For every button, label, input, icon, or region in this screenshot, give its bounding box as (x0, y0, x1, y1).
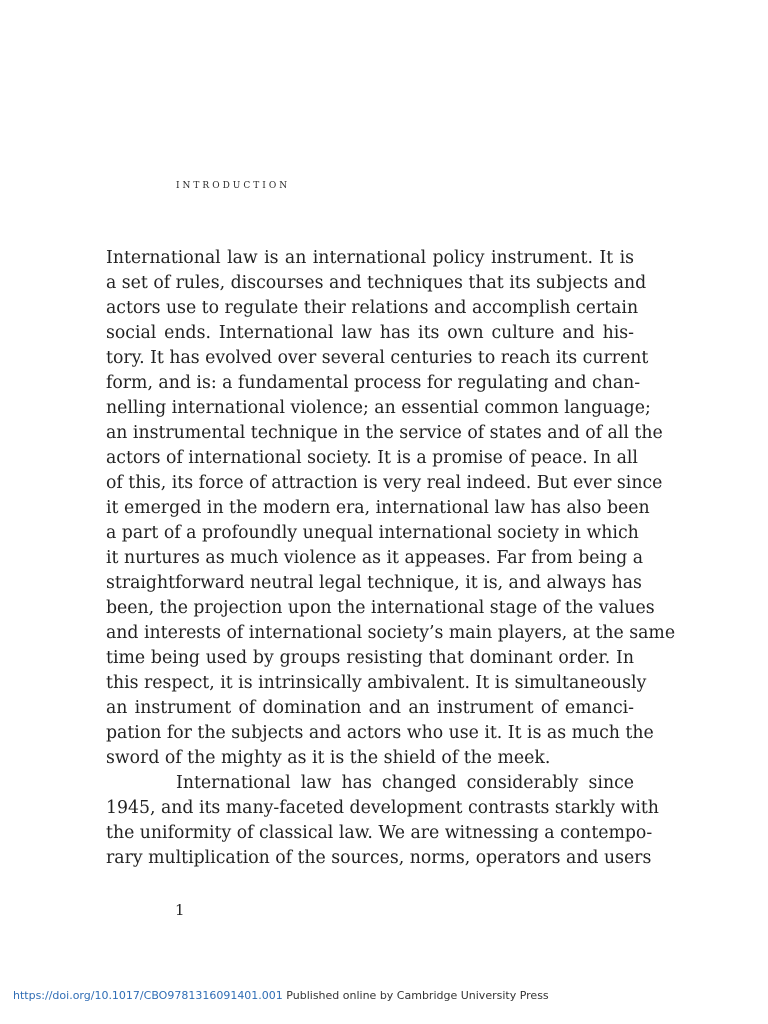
publisher-note: Published online by Cambridge University Press (282, 989, 549, 1002)
text-line: of this, its force of attraction is very real indeed. But ever since (106, 473, 663, 493)
paragraph-2 (106, 771, 659, 871)
doi-link[interactable]: https://doi.org/10.1017/CBO9781316091401.001 (13, 989, 283, 1002)
text-line: International law is an international policy instrument. It is (106, 248, 634, 268)
text-line: social ends. International law has its own culture and his- (106, 323, 634, 343)
text-line: the uniformity of classical law. We are witnessing a contempo- (106, 823, 653, 843)
text-line: an instrumental technique in the service of states and of all the (106, 423, 663, 443)
text-line: actors of international society. It is a promise of peace. In all (106, 448, 638, 468)
text-line: straightforward neutral legal technique, it is, and always has (106, 573, 642, 593)
footer (13, 989, 549, 1002)
page-number: 1 (175, 901, 185, 919)
text-line: form, and is: a fundamental process for regulating and chan- (106, 373, 641, 393)
text-line: and interests of international society’s main players, at the same (106, 623, 676, 643)
chapter-heading: introduction (176, 176, 291, 192)
text-line: sword of the mighty as it is the shield of the meek. (106, 748, 551, 768)
body-text (106, 246, 676, 871)
text-line: rary multiplication of the sources, norms, operators and users (106, 848, 652, 868)
text-line: nelling international violence; an essential common language; (106, 398, 651, 418)
text-line: been, the projection upon the international stage of the values (106, 598, 655, 618)
text-line: 1945, and its many-faceted development contrasts starkly with (106, 798, 659, 818)
text-line: a part of a profoundly unequal international society in which (106, 523, 639, 543)
text-line: it emerged in the modern era, international law has also been (106, 498, 650, 518)
text-line: pation for the subjects and actors who use it. It is as much the (106, 723, 654, 743)
text-line: actors use to regulate their relations and accomplish certain (106, 298, 639, 318)
text-line: it nurtures as much violence as it appeases. Far from being a (106, 548, 644, 568)
text-line: tory. It has evolved over several centuries to reach its current (106, 348, 649, 368)
text-line: International law has changed considerably since (176, 773, 634, 793)
paragraph-1 (106, 246, 676, 771)
text-line: this respect, it is intrinsically ambivalent. It is simultaneously (106, 673, 647, 693)
text-line: time being used by groups resisting that dominant order. In (106, 648, 634, 668)
text-line: a set of rules, discourses and techniques that its subjects and (106, 273, 647, 293)
text-line: an instrument of domination and an instrument of emanci- (106, 698, 634, 718)
